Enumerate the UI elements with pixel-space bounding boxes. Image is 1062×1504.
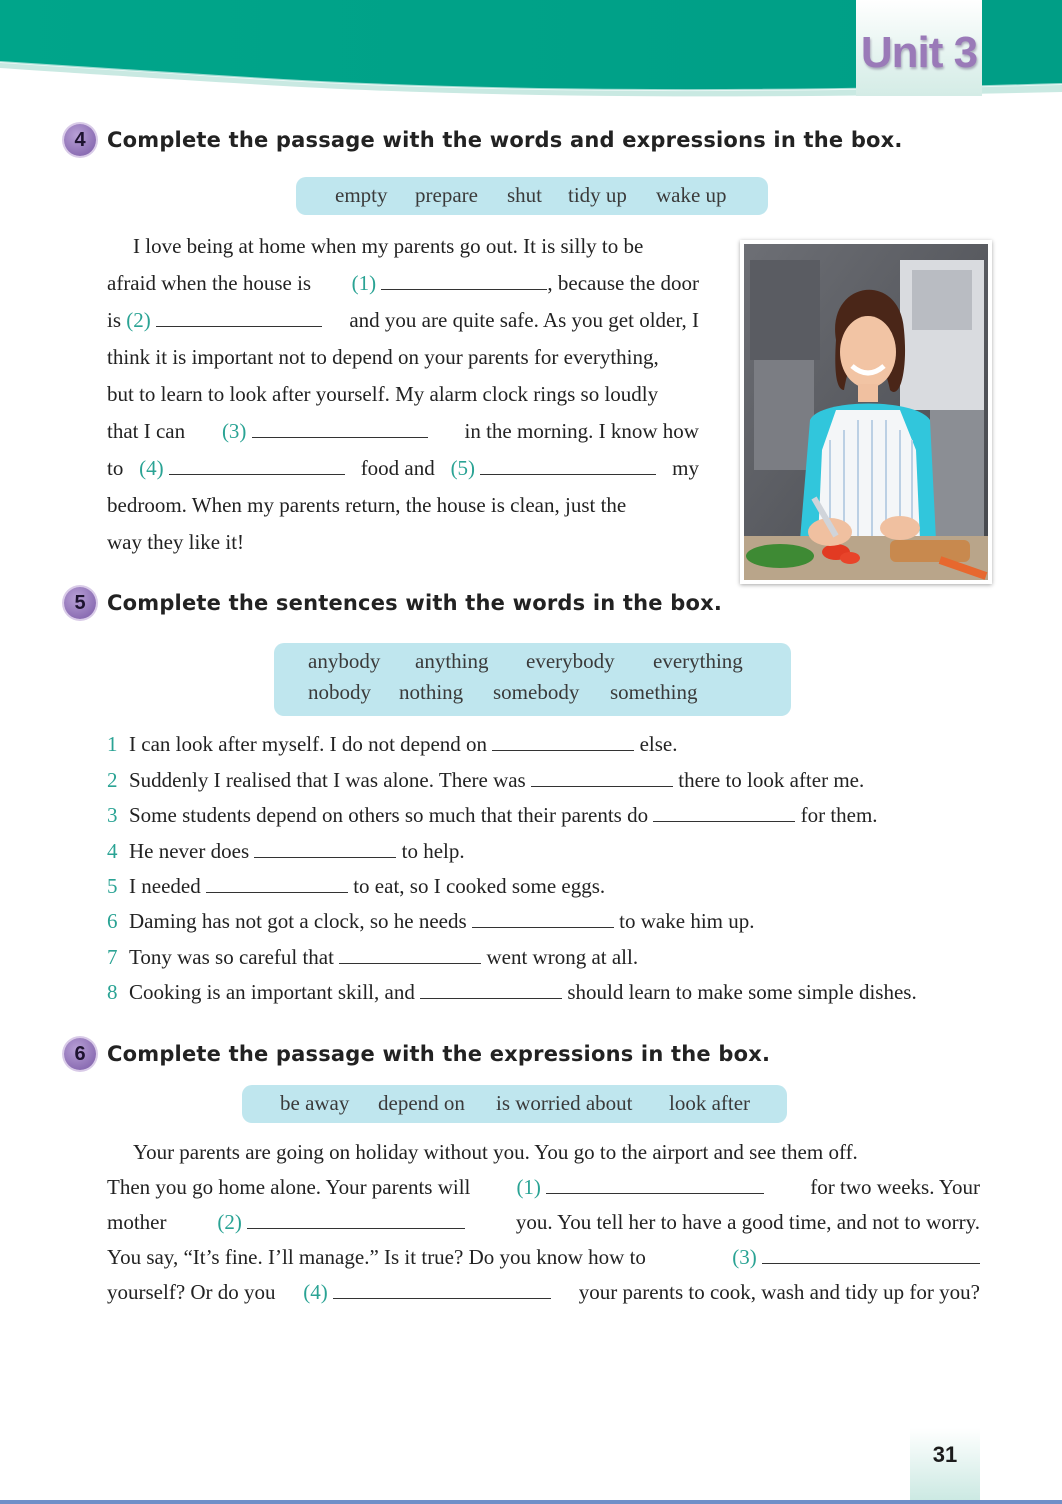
passage-line — [107, 265, 699, 302]
sentence-text: Some students depend on others so much that their parents do — [129, 803, 649, 827]
sentence-number: 1 — [107, 732, 118, 756]
answer-blank[interactable] — [156, 308, 322, 327]
sentence-text: He never does — [129, 839, 250, 863]
sentence-number: 8 — [107, 980, 118, 1004]
answer-blank[interactable] — [252, 419, 428, 438]
sentence-number: 5 — [107, 874, 118, 898]
passage-text: Then you go home alone. Your parents will — [107, 1175, 471, 1199]
gap-number: (3) — [221, 419, 247, 443]
answer-blank[interactable] — [381, 271, 547, 290]
passage-line — [107, 1205, 980, 1240]
passage-line — [107, 413, 699, 450]
exercise-4-passage — [107, 228, 699, 561]
passage-line — [107, 1170, 980, 1205]
gap-number: (2) — [217, 1210, 242, 1234]
bottom-rule — [0, 1500, 1062, 1504]
sentence-item — [107, 909, 754, 934]
passage-line — [107, 487, 699, 524]
sentence-item — [107, 732, 677, 757]
gap-number: (1) — [351, 271, 377, 295]
sentence-text: else. — [639, 732, 678, 756]
passage-text: is — [107, 308, 122, 332]
answer-blank[interactable] — [492, 732, 634, 751]
passage-text: bedroom. When my parents return, the house is clean, just the — [107, 493, 627, 517]
sentence-text: to eat, so I cooked some eggs. — [353, 874, 606, 898]
passage-text: that I can — [107, 419, 186, 443]
passage-line — [107, 339, 699, 376]
word-box — [242, 1085, 787, 1123]
word-box-item: everything — [653, 649, 743, 673]
sentence-text: for them. — [800, 803, 878, 827]
sentence-item — [107, 874, 605, 899]
gap-number: (4) — [139, 456, 164, 480]
word-box-item: anybody — [308, 649, 381, 673]
sentence-text: Daming has not got a clock, so he needs — [129, 909, 467, 933]
passage-text: yourself? Or do you — [107, 1280, 276, 1304]
exercise-instruction: Complete the passage with the expressions in the box. — [107, 1042, 771, 1066]
sentence-text: Cooking is an important skill, and — [129, 980, 415, 1004]
sentence-item — [107, 839, 465, 864]
answer-blank[interactable] — [480, 456, 656, 475]
sentence-item — [107, 803, 878, 828]
word-box — [274, 643, 791, 716]
answer-blank[interactable] — [247, 1210, 465, 1229]
sentence-item — [107, 768, 864, 793]
sentence-number: 7 — [107, 945, 118, 969]
passage-text: , because the door — [547, 271, 699, 295]
sentence-text: I can look after myself. I do not depend on — [129, 732, 488, 756]
exercise-6-heading — [64, 1038, 770, 1070]
exercise-instruction: Complete the passage with the words and expressions in the box. — [107, 128, 903, 152]
passage-line — [107, 1275, 980, 1310]
answer-blank[interactable] — [206, 874, 348, 893]
word-box-item: is worried about — [496, 1091, 633, 1115]
exercise-number-badge: 4 — [64, 124, 96, 156]
word-box — [296, 177, 768, 215]
sentence-number: 6 — [107, 909, 118, 933]
passage-text: to — [107, 456, 124, 480]
word-box-item: look after — [669, 1091, 751, 1115]
gap-number: (2) — [126, 308, 151, 332]
answer-blank[interactable] — [420, 980, 562, 999]
exercise-number-badge: 6 — [64, 1038, 96, 1070]
answer-blank[interactable] — [762, 1245, 980, 1264]
word-box-item: depend on — [378, 1091, 465, 1115]
exercise-instruction: Complete the sentences with the words in the box. — [107, 591, 723, 615]
answer-blank[interactable] — [531, 768, 673, 787]
word-box-item: anything — [415, 649, 489, 673]
sentence-number: 3 — [107, 803, 118, 827]
gap-number: (4) — [303, 1280, 328, 1304]
word-box-item: shut — [507, 183, 543, 207]
exercise-6-passage — [107, 1135, 980, 1310]
word-box-item: nobody — [308, 680, 371, 704]
sentence-text: Tony was so careful that — [129, 945, 334, 969]
passage-text: mother — [107, 1210, 167, 1234]
passage-text: but to learn to look after yourself. My alarm clock rings so loudly — [107, 382, 659, 406]
passage-text: way they like it! — [107, 530, 245, 554]
sentence-text: I needed — [129, 874, 201, 898]
word-box-item: be away — [280, 1091, 350, 1115]
exercise-5-heading — [64, 587, 722, 619]
word-box-item: empty — [335, 183, 388, 207]
passage-text: You say, “It’s fine. I’ll manage.” Is it true? Do you know how to — [107, 1245, 646, 1269]
exercise-4-heading — [64, 124, 903, 156]
passage-text: think it is important not to depend on your parents for everything, — [107, 345, 659, 369]
sentence-number: 4 — [107, 839, 118, 863]
word-box-item: something — [610, 680, 698, 704]
passage-line — [107, 376, 699, 413]
gap-number: (5) — [450, 456, 476, 480]
sentence-text: Suddenly I realised that I was alone. There was — [129, 768, 526, 792]
passage-text: you. You tell her to have a good time, and not to worry. — [515, 1210, 980, 1234]
passage-text: in the morning. I know how — [464, 419, 699, 443]
answer-blank[interactable] — [653, 803, 795, 822]
passage-line — [107, 450, 699, 487]
answer-blank[interactable] — [472, 909, 614, 928]
passage-text: for two weeks. Your — [810, 1175, 980, 1199]
word-box-item: wake up — [656, 183, 727, 207]
gap-number: (1) — [516, 1175, 541, 1199]
page-number: 31 — [932, 1442, 958, 1467]
passage-text: I love being at home when my parents go out. It is silly to be — [133, 234, 644, 258]
answer-blank[interactable] — [339, 945, 481, 964]
passage-text: Your parents are going on holiday without you. You go to the airport and see them off. — [133, 1140, 858, 1164]
passage-line — [107, 1240, 980, 1275]
sentence-text: to help. — [401, 839, 465, 863]
sentence-number: 2 — [107, 768, 118, 792]
sentence-item — [107, 945, 638, 970]
passage-line — [107, 302, 699, 339]
sentence-text: there to look after me. — [678, 768, 865, 792]
passage-text: and you are quite safe. As you get older, I — [349, 308, 699, 332]
passage-text: afraid when the house is — [107, 271, 312, 295]
passage-text: food and — [360, 456, 435, 480]
sentence-text: should learn to make some simple dishes. — [567, 980, 917, 1004]
word-box-item: prepare — [415, 183, 478, 207]
photo-girl-cooking — [740, 240, 992, 584]
sentence-text: to wake him up. — [619, 909, 755, 933]
passage-line — [107, 228, 699, 265]
unit-title: Unit 3 — [860, 28, 978, 77]
passage-text: my — [672, 456, 699, 480]
answer-blank[interactable] — [333, 1280, 551, 1299]
exercise-number-badge: 5 — [64, 587, 96, 619]
sentence-text: went wrong at all. — [486, 945, 639, 969]
word-box-item: tidy up — [568, 183, 627, 207]
passage-line — [107, 1135, 980, 1170]
sentence-item — [107, 980, 917, 1005]
passage-text: your parents to cook, wash and tidy up for you? — [578, 1280, 980, 1304]
passage-line — [107, 524, 699, 561]
word-box-item: somebody — [493, 680, 580, 704]
word-box-item: everybody — [526, 649, 615, 673]
word-box-item: nothing — [399, 680, 464, 704]
gap-number: (3) — [732, 1245, 757, 1269]
answer-blank[interactable] — [254, 839, 396, 858]
answer-blank[interactable] — [169, 456, 345, 475]
answer-blank[interactable] — [546, 1175, 764, 1194]
